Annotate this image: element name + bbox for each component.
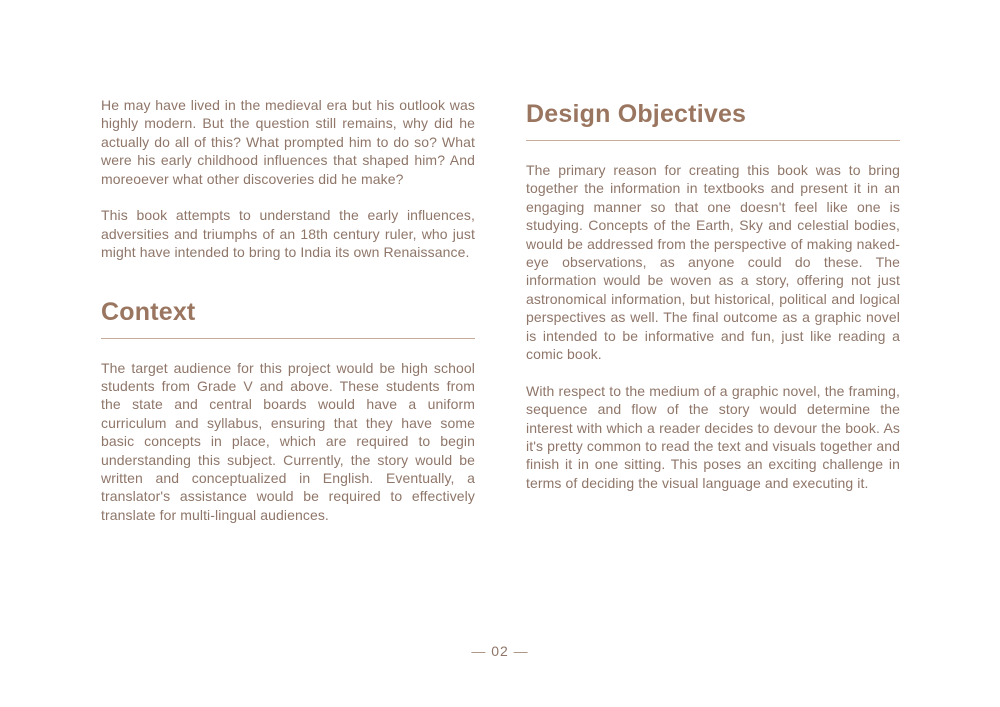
context-paragraph: The target audience for this project would be high school students from Grade V and above. These students from the state and central boards would have a uniform curriculum and syllabus, ensuring that they have some basic concepts in place, which are required to begin understanding this subject. Currently, the story would be written and conceptualized in English. Eventually, a translator's assistance would be required to effectively translate for multi-lingual audiences. [101, 359, 475, 523]
page-number-dash-right: — [513, 643, 529, 659]
intro-paragraph-1: He may have lived in the medieval era but his outlook was highly modern. But the question still remains, why did he actually do all of this? What prompted him to do so? What were his early childhood influences that shaped him? And moreoever what other discoveries did he make? [101, 97, 475, 187]
left-column [101, 96, 475, 524]
page-number-value: 02 [491, 643, 509, 659]
page-number-dash-left: — [471, 643, 487, 659]
design-objectives-paragraph-2: With respect to the medium of a graphic novel, the framing, sequence and flow of the story would determine the interest with which a reader decides to devour the book. As it's pretty common to read the text and visuals together and finish it in one sitting. This poses an exciting challenge in terms of deciding the visual language and executing it. [526, 382, 900, 491]
context-heading: Context [101, 297, 196, 326]
design-objectives-divider [526, 140, 900, 141]
design-objectives-paragraph-1: The primary reason for creating this book was to bring together the information in textbooks and present it in an engaging manner so that one doesn't feel like one is studying. Concepts of the Earth, Sky and celestial bodies, would be addressed from the perspective of making naked-eye observations, as anyone could do these. The information would be woven as a story, offering not just astronomical information, but historical, political and logical perspectives as well. The final outcome as a graphic novel is intended to be informative and fun, just like reading a comic book. [526, 162, 900, 363]
design-objectives-heading: Design Objectives [526, 100, 747, 128]
intro-paragraph-2: This book attempts to understand the early influences, adversities and triumphs of an 18th century ruler, who just might have intended to bring to India its own Renaissance. [101, 207, 475, 261]
page-number [0, 643, 1000, 659]
right-column [526, 96, 900, 492]
context-divider [101, 338, 475, 339]
